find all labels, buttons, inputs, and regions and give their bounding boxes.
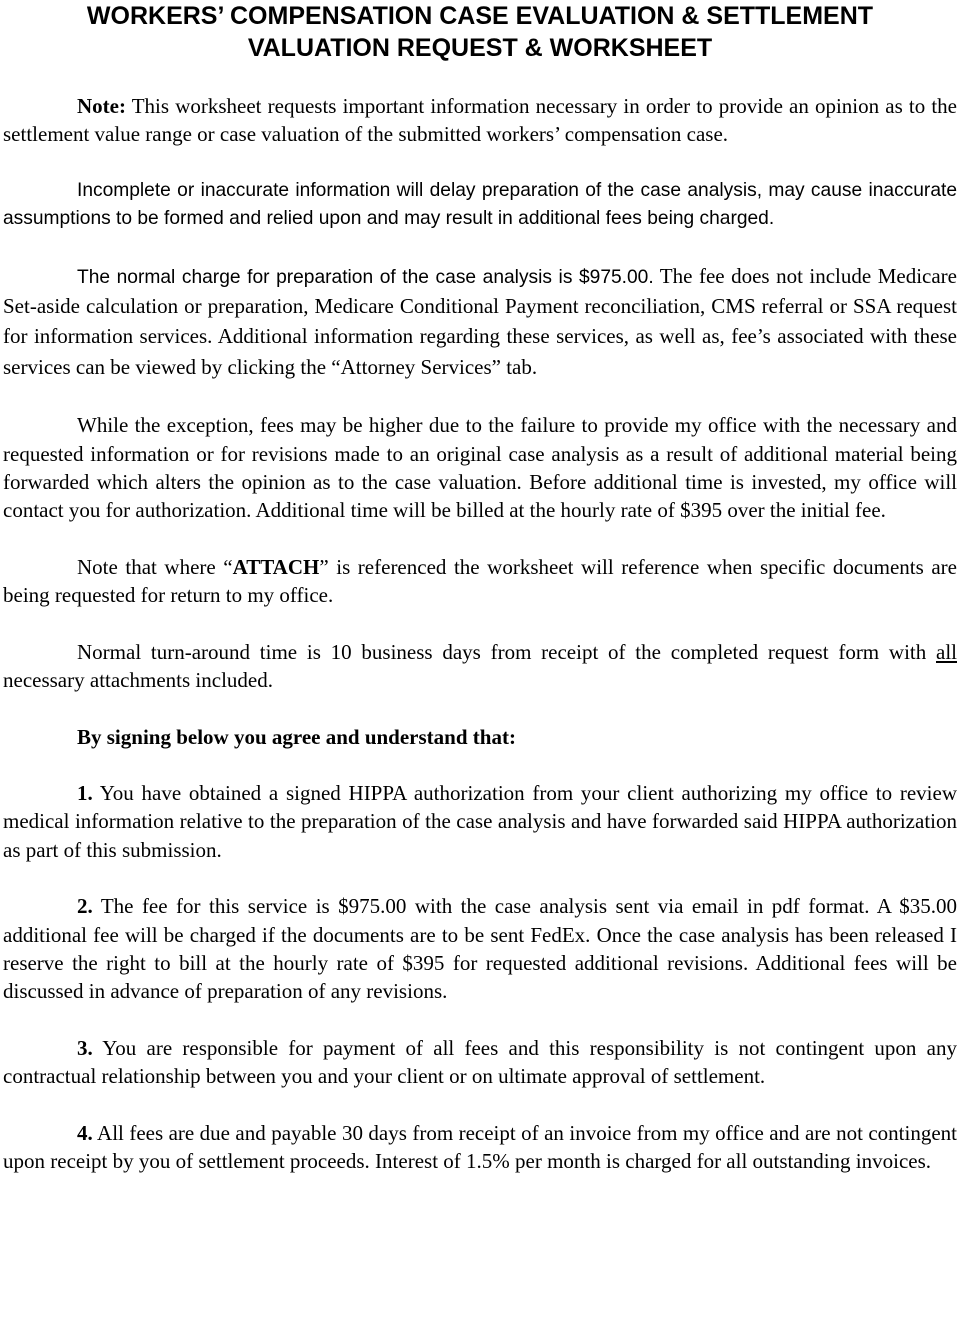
- term-number: 1.: [77, 781, 93, 806]
- turnaround-underlined: all: [936, 639, 957, 664]
- title-line-1: WORKERS’ COMPENSATION CASE EVALUATION & SETTLEMENT: [86, 2, 874, 30]
- term-2: [3, 892, 957, 1005]
- term-text: You have obtained a signed HIPPA authorization from your client authorizing my office to review medical information relative to the preparation of the case analysis and have forwarded said HIPPA authorization as part of this submission.: [3, 781, 957, 862]
- term-number: 4.: [77, 1120, 93, 1145]
- note-paragraph: [3, 92, 957, 149]
- attach-paragraph: [3, 553, 957, 610]
- term-text: You are responsible for payment of all fees and this responsibility is not contingent upon any contractual relationship between you and your client or on ultimate approval of settlement.: [3, 1035, 957, 1089]
- normal-charge-sans: The normal charge for preparation of the case analysis is $975.00.: [77, 266, 654, 288]
- turnaround-after: necessary attachments included.: [3, 667, 273, 692]
- normal-charge-serif: The fee does not include Medicare Set-aside calculation or preparation, Medicare Conditional Payment reconciliation, CMS referral or SSA request for information services. Additional information regarding these services, as well as, fee’s associated with these services can be viewed by clicking the “Attorney Services” tab.: [3, 263, 957, 379]
- note-text: This worksheet requests important information necessary in order to provide an opinion as to the settlement value range or case valuation of the submitted workers’ compensation case.: [3, 94, 957, 147]
- title-line-2: VALUATION REQUEST & WORKSHEET: [247, 34, 713, 62]
- term-4: [3, 1119, 957, 1176]
- normal-charge-paragraph: [3, 262, 957, 383]
- term-number: 2.: [77, 894, 93, 919]
- attach-before: Note that where “: [77, 554, 233, 579]
- attach-after: ” is referenced the worksheet will reference when specific documents are being requested for return to my office.: [3, 554, 957, 608]
- exception-paragraph: While the exception, fees may be higher due to the failure to provide my office with the necessary and requested information or for revisions made to an original case analysis as a result of additional material being forwarded which alters the opinion as to the case valuation. Before additional time is invested, my office will contact you for authorization. Additional time will be billed at the hourly rate of $395 over the initial fee.: [3, 413, 957, 523]
- signing-heading-text: By signing below you agree and understand that:: [77, 724, 516, 749]
- incomplete-paragraph: Incomplete or inaccurate information will delay preparation of the case analysis, may cause inaccurate assumptions to be formed and relied upon and may result in additional fees being charged.: [3, 179, 957, 230]
- term-number: 3.: [77, 1035, 93, 1060]
- turnaround-before: Normal turn-around time is 10 business days from receipt of the completed request form with: [77, 639, 936, 664]
- term-text: The fee for this service is $975.00 with the case analysis sent via email in pdf format. A $35.00 additional fee will be charged if the documents are to be sent FedEx. Once the case analysis has been released I reserve the right to bill at the hourly rate of $395 for requested additional revisions. Additional fees will be discussed in advance of preparation of any revisions.: [3, 894, 957, 1004]
- note-label: Note:: [77, 94, 126, 118]
- term-text: All fees are due and payable 30 days from receipt of an invoice from my office and are not contingent upon receipt by you of settlement proceeds. Interest of 1.5% per month is charged for all outstanding invoices.: [3, 1120, 957, 1173]
- turnaround-paragraph: [3, 638, 957, 695]
- attach-keyword: ATTACH: [232, 554, 320, 579]
- document-title: [3, 0, 957, 64]
- signing-heading: [3, 723, 957, 751]
- term-3: [3, 1034, 957, 1091]
- term-1: [3, 779, 957, 864]
